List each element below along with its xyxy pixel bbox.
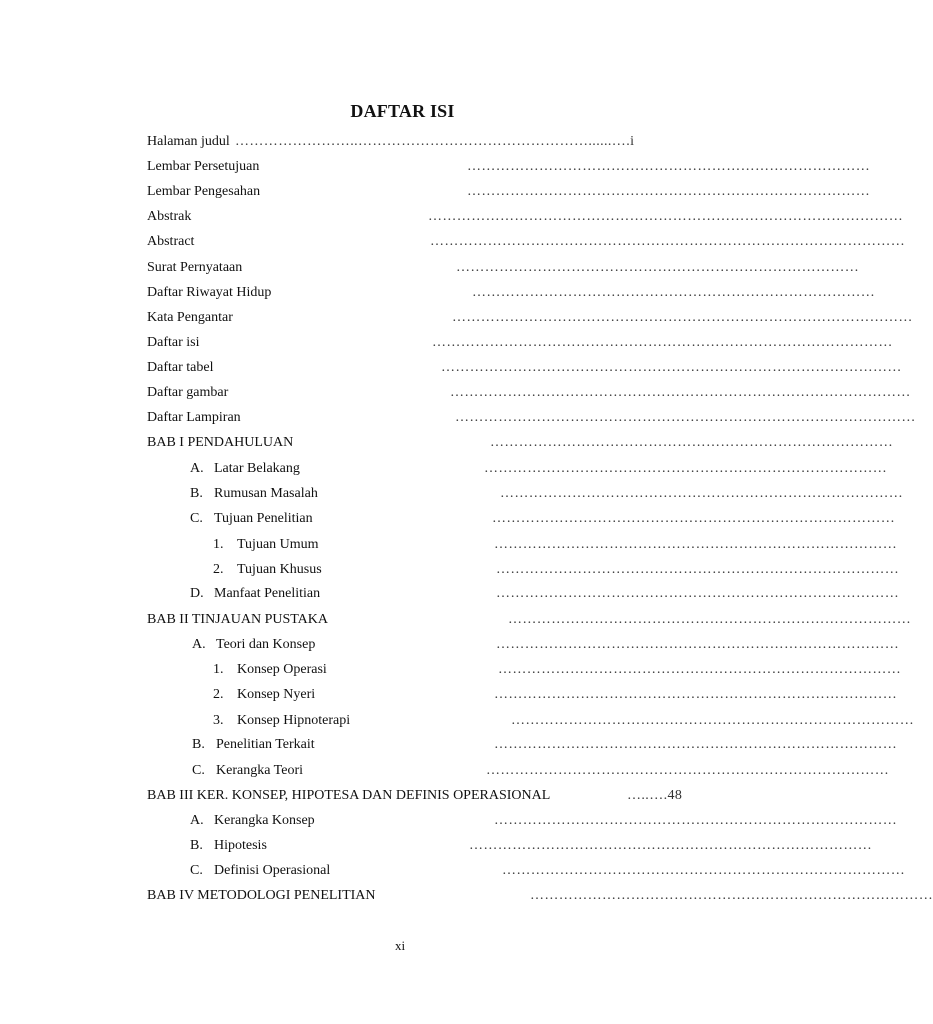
toc-entry-marker: 3. bbox=[213, 713, 224, 728]
toc-entry-label: Lembar Persetujuan bbox=[147, 159, 260, 174]
toc-entry bbox=[0, 132, 768, 152]
toc-entry bbox=[0, 358, 902, 378]
toc-entry-label: Tujuan Khusus bbox=[237, 562, 322, 577]
toc-entry-leader: ……………………..…………………………………………......….i bbox=[235, 134, 635, 149]
toc-entry-leader: ……………………………………………………………………………………… bbox=[428, 209, 904, 224]
toc-entry-marker: C. bbox=[190, 511, 203, 526]
toc-entry-label: Daftar isi bbox=[147, 335, 200, 350]
toc-entry-label: Definisi Operasional bbox=[214, 863, 331, 878]
toc-entry bbox=[0, 383, 911, 403]
toc-entry-leader: ………………………………………………………………………… bbox=[494, 813, 898, 828]
toc-entry-label: Abstrak bbox=[147, 209, 192, 224]
toc-entry bbox=[0, 157, 871, 177]
toc-entry-marker: 2. bbox=[213, 562, 224, 577]
toc-entry-label: Kerangka Konsep bbox=[214, 813, 315, 828]
toc-entry-label: BAB II TINJAUAN PUSTAKA bbox=[147, 612, 329, 627]
toc-entry-label: Konsep Hipnoterapi bbox=[237, 713, 351, 728]
toc-entry-leader: ………………………………………………………………………… bbox=[472, 285, 876, 300]
page-number: xi bbox=[394, 938, 406, 953]
toc-entry-marker: D. bbox=[190, 586, 204, 601]
toc-entry-label: BAB IV METODOLOGI PENELITIAN bbox=[147, 888, 376, 903]
toc-entry-label: Surat Pernyataan bbox=[147, 260, 243, 275]
toc-entry bbox=[0, 861, 906, 881]
toc-entry bbox=[0, 584, 900, 604]
toc-entry-leader: ………………………………………………………………………… bbox=[494, 537, 898, 552]
toc-entry-leader: ………………………………………………………………………… bbox=[467, 184, 871, 199]
toc-entry bbox=[0, 811, 898, 831]
toc-entry-leader: ………………………………………………………………………… bbox=[484, 461, 888, 476]
toc-entry-leader: ………………………………………………………………………… bbox=[490, 435, 894, 450]
toc-entry-label: Halaman judul bbox=[147, 134, 230, 149]
toc-entry-marker: 1. bbox=[213, 662, 224, 677]
toc-entry-label: Daftar Riwayat Hidup bbox=[147, 285, 272, 300]
toc-entry-label: Tujuan Umum bbox=[237, 537, 319, 552]
toc-entry-leader: …..….48 bbox=[627, 788, 683, 803]
toc-entry-leader: ………………………………………………………………………… bbox=[494, 737, 898, 752]
toc-entry-label: Tujuan Penelitian bbox=[214, 511, 313, 526]
toc-entry bbox=[0, 786, 768, 806]
toc-entry-leader: …………………………………………………………………………………… bbox=[452, 310, 913, 325]
toc-entry bbox=[0, 660, 902, 680]
toc-entry-leader: ………………………………………………………………………… bbox=[469, 838, 873, 853]
toc-entry bbox=[0, 308, 913, 328]
toc-entry bbox=[0, 408, 916, 428]
toc-entry-label: Lembar Pengesahan bbox=[147, 184, 261, 199]
toc-entry bbox=[0, 635, 900, 655]
toc-entry-label: Kata Pengantar bbox=[147, 310, 233, 325]
toc-entry bbox=[0, 509, 896, 529]
toc-entry bbox=[0, 484, 904, 504]
toc-entry-label: Rumusan Masalah bbox=[214, 486, 318, 501]
toc-entry-label: Abstract bbox=[147, 234, 195, 249]
toc-entry-marker: 2. bbox=[213, 687, 224, 702]
toc-entry bbox=[0, 735, 898, 755]
toc-entry bbox=[0, 207, 904, 227]
toc-entry-leader: ………………………………………………………………………… bbox=[500, 486, 904, 501]
toc-entry-leader: ………………………………………………………………………… bbox=[492, 511, 896, 526]
toc-entry-leader: …………………………………………………………………………………… bbox=[441, 360, 902, 375]
toc-entry bbox=[0, 560, 900, 580]
toc-entry bbox=[0, 258, 860, 278]
toc-entry bbox=[0, 333, 893, 353]
toc-entry-marker: B. bbox=[192, 737, 205, 752]
toc-entry-marker: B. bbox=[190, 486, 203, 501]
toc-entry-label: Penelitian Terkait bbox=[216, 737, 315, 752]
toc-entry-leader: ……………………………………………………………………………………… bbox=[430, 234, 906, 249]
toc-entry-leader: ………………………………………………………………………… bbox=[496, 562, 900, 577]
toc-entry-label: Teori dan Konsep bbox=[216, 637, 316, 652]
toc-entry-marker: C. bbox=[190, 863, 203, 878]
toc-entry-leader: ………………………………………………………………………… bbox=[496, 637, 900, 652]
toc-entry bbox=[0, 283, 876, 303]
toc-entry-leader: ………………………………………………………………………… bbox=[496, 586, 900, 601]
toc-entry-leader: …………………………………………………………………………………… bbox=[450, 385, 911, 400]
toc-entry bbox=[0, 886, 933, 906]
toc-entry-label: BAB I PENDAHULUAN bbox=[147, 435, 294, 450]
toc-entry-marker: C. bbox=[192, 763, 205, 778]
toc-entry-marker: A. bbox=[190, 813, 204, 828]
toc-entry-label: Kerangka Teori bbox=[216, 763, 304, 778]
toc-entry-label: Hipotesis bbox=[214, 838, 267, 853]
toc-entry-leader: …………………………………………………………………………………… bbox=[432, 335, 893, 350]
toc-entry-label: Daftar tabel bbox=[147, 360, 214, 375]
toc-entry bbox=[0, 761, 890, 781]
toc-entry-marker: 1. bbox=[213, 537, 224, 552]
toc-entry-leader: ………………………………………………………………………… bbox=[498, 662, 902, 677]
toc-entry-label: Daftar Lampiran bbox=[147, 410, 241, 425]
toc-entry-label: BAB III KER. KONSEP, HIPOTESA DAN DEFINIS OPERASIONAL bbox=[147, 788, 551, 803]
toc-entry bbox=[0, 182, 871, 202]
page-title: DAFTAR ISI bbox=[350, 101, 455, 121]
toc-entry-label: Manfaat Penelitian bbox=[214, 586, 321, 601]
toc-entry-leader: ………………………………………………………………………… bbox=[511, 713, 915, 728]
toc-entry bbox=[0, 685, 898, 705]
toc-entry-marker: A. bbox=[192, 637, 206, 652]
toc-entry-label: Konsep Operasi bbox=[237, 662, 327, 677]
toc-entry-marker: A. bbox=[190, 461, 204, 476]
toc-entry-leader: ………………………………………………………………………… bbox=[502, 863, 906, 878]
toc-entry-leader: ………………………………………………………………………… bbox=[467, 159, 871, 174]
toc-entry bbox=[0, 610, 912, 630]
toc-entry-leader: ………………………………………………………………………… bbox=[456, 260, 860, 275]
toc-entry-leader: ………………………………………………………………………… bbox=[494, 687, 898, 702]
toc-entry-leader: ………………………………………………………………………… bbox=[530, 888, 933, 903]
toc-entry bbox=[0, 459, 888, 479]
toc-entry bbox=[0, 433, 894, 453]
toc-entry-label: Daftar gambar bbox=[147, 385, 229, 400]
toc-entry-leader: ………………………………………………………………………… bbox=[486, 763, 890, 778]
toc-entry bbox=[0, 711, 915, 731]
toc-entry-leader: …………………………………………………………………………………… bbox=[455, 410, 916, 425]
toc-entry bbox=[0, 535, 898, 555]
toc-entry-marker: B. bbox=[190, 838, 203, 853]
toc-entry-leader: ………………………………………………………………………… bbox=[508, 612, 912, 627]
toc-entry bbox=[0, 232, 906, 252]
toc-entry bbox=[0, 836, 873, 856]
toc-entry-label: Konsep Nyeri bbox=[237, 687, 316, 702]
toc-entry-label: Latar Belakang bbox=[214, 461, 300, 476]
